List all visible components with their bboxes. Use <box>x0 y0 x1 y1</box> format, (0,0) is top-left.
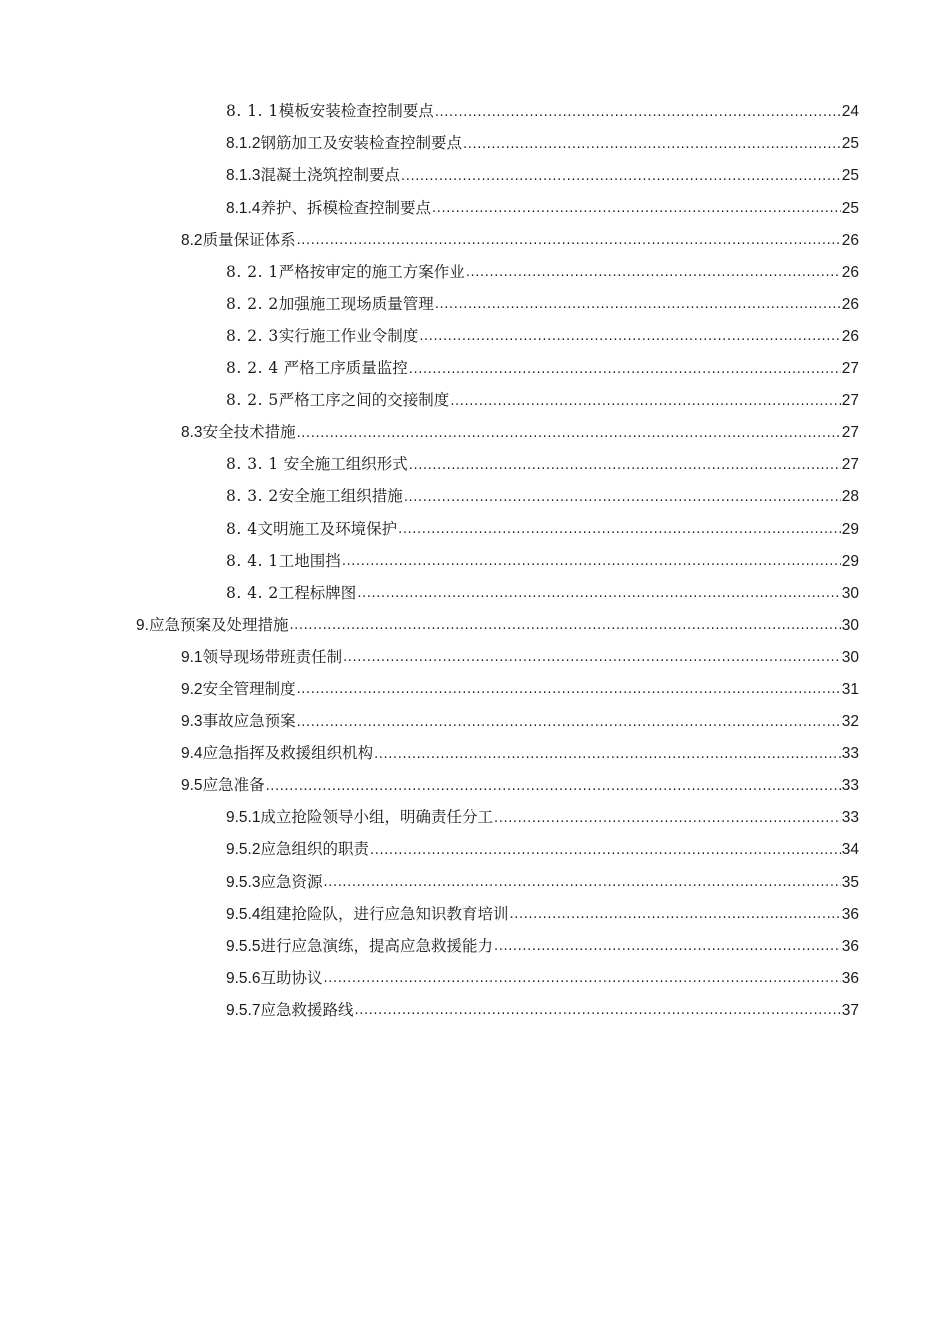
toc-dot-leader <box>289 618 840 634</box>
toc-page-number: 30 <box>841 584 859 602</box>
toc-page-number: 33 <box>841 777 859 795</box>
toc-entry-8-3-1[interactable] <box>0 449 950 481</box>
toc-dot-leader <box>494 939 841 955</box>
toc-dot-leader <box>419 329 840 345</box>
toc-entry-number: 8. 2. 4 <box>226 359 279 378</box>
toc-entry-8-1-1[interactable] <box>0 96 950 128</box>
toc-page-number: 29 <box>841 552 859 570</box>
toc-entry-title: 工地围挡 <box>278 551 341 570</box>
toc-entry-9-3[interactable] <box>0 706 950 738</box>
toc-entry-8-2-2[interactable] <box>0 289 950 321</box>
toc-entry-number: 8.1.4 <box>226 199 261 217</box>
toc-dot-leader <box>463 136 841 152</box>
toc-entry-title: 应急指挥及救援组织机构 <box>202 744 374 763</box>
toc-dot-leader <box>435 297 841 313</box>
toc-dot-leader <box>409 361 841 377</box>
toc-page-number: 33 <box>841 745 859 763</box>
toc-entry-9-4[interactable] <box>0 738 950 770</box>
toc-entry-number: 9.2 <box>181 680 203 698</box>
toc-page-number: 24 <box>841 103 859 121</box>
toc-dot-leader <box>374 746 841 762</box>
toc-entry-title: 模板安装检查控制要点 <box>278 102 434 121</box>
toc-dot-leader <box>342 554 841 570</box>
toc-entry-number: 8. 3. 1 <box>226 455 279 474</box>
toc-entry-title: 严格工序之间的交接制度 <box>278 391 450 410</box>
toc-entry-8-4-2[interactable] <box>0 577 950 609</box>
toc-entry-9-5[interactable] <box>0 770 950 802</box>
toc-entry-8-2-3[interactable] <box>0 321 950 353</box>
toc-entry-number: 9.5.4 <box>226 905 261 923</box>
toc-entry-8-4-1[interactable] <box>0 545 950 577</box>
toc-entry-title: 应急准备 <box>202 776 265 795</box>
toc-dot-leader <box>494 810 841 826</box>
toc-page-number: 27 <box>841 424 859 442</box>
toc-entry-title: 实行施工作业令制度 <box>278 326 419 345</box>
toc-dot-leader <box>324 971 841 987</box>
toc-page-number: 37 <box>841 1001 859 1019</box>
toc-page-number: 25 <box>841 199 859 217</box>
toc-dot-leader <box>450 393 840 409</box>
toc-entry-number: 8. 2. 3 <box>226 326 279 345</box>
toc-entry-number: 9.5.7 <box>226 1001 261 1019</box>
toc-entry-number: 9.5.1 <box>226 809 261 827</box>
toc-entry-number: 8. 2. 2 <box>226 294 279 313</box>
toc-entry-number: 9.5 <box>181 777 203 795</box>
toc-dot-leader <box>297 425 841 441</box>
toc-entry-title: 应急救援路线 <box>260 1000 354 1019</box>
toc-entry-8-1-2[interactable] <box>0 128 950 160</box>
toc-dot-leader <box>297 682 841 698</box>
toc-dot-leader <box>435 104 841 120</box>
toc-dot-leader <box>398 522 841 538</box>
toc-entry-title: 成立抢险领导小组，明确责任分工 <box>260 808 493 827</box>
toc-dot-leader <box>357 586 840 602</box>
toc-entry-8-3[interactable] <box>0 417 950 449</box>
toc-dot-leader <box>432 201 841 217</box>
toc-dot-leader <box>266 778 841 794</box>
toc-entry-9-5-4[interactable] <box>0 898 950 930</box>
toc-entry-title: 安全管理制度 <box>202 679 296 698</box>
toc-entry-title: 严格按审定的施工方案作业 <box>278 262 465 281</box>
toc-entry-8-1-3[interactable] <box>0 160 950 192</box>
toc-page-number: 35 <box>841 873 859 891</box>
toc-entry-number: 8. 2. 1 <box>226 262 279 281</box>
toc-entry-title: 钢筋加工及安装检查控制要点 <box>260 134 462 153</box>
toc-entry-title: 严格工序质量监控 <box>278 359 408 378</box>
toc-entry-title: 养护、拆模检查控制要点 <box>260 198 431 217</box>
toc-entry-8-3-2[interactable] <box>0 481 950 513</box>
toc-entry-8-1-4[interactable] <box>0 192 950 224</box>
toc-entry-title: 文明施工及环境保护 <box>257 519 398 538</box>
toc-dot-leader <box>343 650 841 666</box>
toc-page-number: 26 <box>841 231 859 249</box>
toc-page-number: 27 <box>841 392 859 410</box>
toc-page-number: 36 <box>841 969 859 987</box>
toc-page-number: 33 <box>841 809 859 827</box>
toc-dot-leader <box>324 875 841 891</box>
toc-dot-leader <box>297 233 841 249</box>
toc-page-number: 30 <box>841 616 859 634</box>
toc-entry-number: 9.5.5 <box>226 937 261 955</box>
toc-page-number: 36 <box>841 905 859 923</box>
toc-entry-title: 互助协议 <box>260 968 323 987</box>
toc-page-number: 27 <box>841 360 859 378</box>
toc-entry-title: 安全技术措施 <box>202 423 296 442</box>
toc-dot-leader <box>355 1003 841 1019</box>
toc-entry-number: 8. 4 <box>226 519 258 538</box>
toc-dot-leader <box>370 842 841 858</box>
toc-entry-9-5-3[interactable] <box>0 866 950 898</box>
toc-entry-9-5-5[interactable] <box>0 930 950 962</box>
toc-entry-9-1[interactable] <box>0 642 950 674</box>
toc-entry-number: 9. <box>136 616 149 634</box>
toc-dot-leader <box>401 168 841 184</box>
toc-entry-number: 9.5.3 <box>226 873 261 891</box>
table-of-contents <box>0 96 950 1027</box>
toc-page-number: 28 <box>841 488 859 506</box>
toc-dot-leader <box>510 907 841 923</box>
toc-page-number: 25 <box>841 135 859 153</box>
toc-dot-leader <box>409 457 841 473</box>
toc-entry-9-5-6[interactable] <box>0 963 950 995</box>
toc-page-number: 29 <box>841 520 859 538</box>
toc-page-number: 36 <box>841 937 859 955</box>
toc-entry-number: 9.5.2 <box>226 841 261 859</box>
toc-entry-title: 加强施工现场质量管理 <box>278 294 434 313</box>
toc-entry-9-2[interactable] <box>0 674 950 706</box>
toc-entry-9-5-7[interactable] <box>0 995 950 1027</box>
toc-page-number: 34 <box>841 841 859 859</box>
toc-entry-title: 应急预案及处理措施 <box>148 615 289 634</box>
toc-entry-8-2-4[interactable] <box>0 353 950 385</box>
toc-entry-title: 领导现场带班责任制 <box>202 647 343 666</box>
toc-entry-number: 8.2 <box>181 231 203 249</box>
toc-page-number: 27 <box>841 456 859 474</box>
toc-entry-number: 8. 4. 2 <box>226 583 279 602</box>
toc-dot-leader <box>466 265 841 281</box>
toc-entry-number: 8.1.2 <box>226 135 261 153</box>
toc-entry-number: 8. 3. 2 <box>226 487 279 506</box>
toc-entry-title: 安全施工组织措施 <box>278 487 403 506</box>
toc-page-number: 30 <box>841 648 859 666</box>
toc-entry-number: 8.1.3 <box>226 167 261 185</box>
toc-page-number: 26 <box>841 295 859 313</box>
toc-entry-title: 进行应急演练，提高应急救援能力 <box>260 936 493 955</box>
toc-entry-number: 8. 1. 1 <box>226 102 279 121</box>
toc-entry-title: 组建抢险队，进行应急知识教育培训 <box>260 904 509 923</box>
toc-entry-8-4[interactable] <box>0 513 950 545</box>
toc-entry-8-2[interactable] <box>0 224 950 256</box>
toc-page-number: 32 <box>841 713 859 731</box>
toc-entry-title: 应急资源 <box>260 872 323 891</box>
toc-page-number: 25 <box>841 167 859 185</box>
toc-entry-title: 质量保证体系 <box>202 230 296 249</box>
toc-entry-number: 9.3 <box>181 713 203 731</box>
toc-page-number: 26 <box>841 263 859 281</box>
toc-entry-title: 应急组织的职责 <box>260 840 369 859</box>
toc-entry-title: 工程标牌图 <box>278 583 357 602</box>
toc-page-number: 26 <box>841 327 859 345</box>
toc-page-number: 31 <box>841 680 859 698</box>
toc-entry-9[interactable] <box>0 610 950 642</box>
toc-entry-number: 8. 2. 5 <box>226 391 279 410</box>
toc-entry-8-2-5[interactable] <box>0 385 950 417</box>
toc-entry-number: 8.3 <box>181 424 203 442</box>
toc-entry-9-5-1[interactable] <box>0 802 950 834</box>
toc-entry-number: 9.4 <box>181 745 203 763</box>
toc-entry-number: 9.1 <box>181 648 203 666</box>
toc-entry-9-5-2[interactable] <box>0 834 950 866</box>
toc-entry-title: 事故应急预案 <box>202 712 296 731</box>
toc-dot-leader <box>297 714 841 730</box>
toc-entry-number: 8. 4. 1 <box>226 551 279 570</box>
toc-entry-title: 安全施工组织形式 <box>278 455 408 474</box>
toc-dot-leader <box>404 489 841 505</box>
toc-entry-8-2-1[interactable] <box>0 256 950 288</box>
toc-entry-title: 混凝土浇筑控制要点 <box>260 166 400 185</box>
toc-entry-number: 9.5.6 <box>226 969 261 987</box>
